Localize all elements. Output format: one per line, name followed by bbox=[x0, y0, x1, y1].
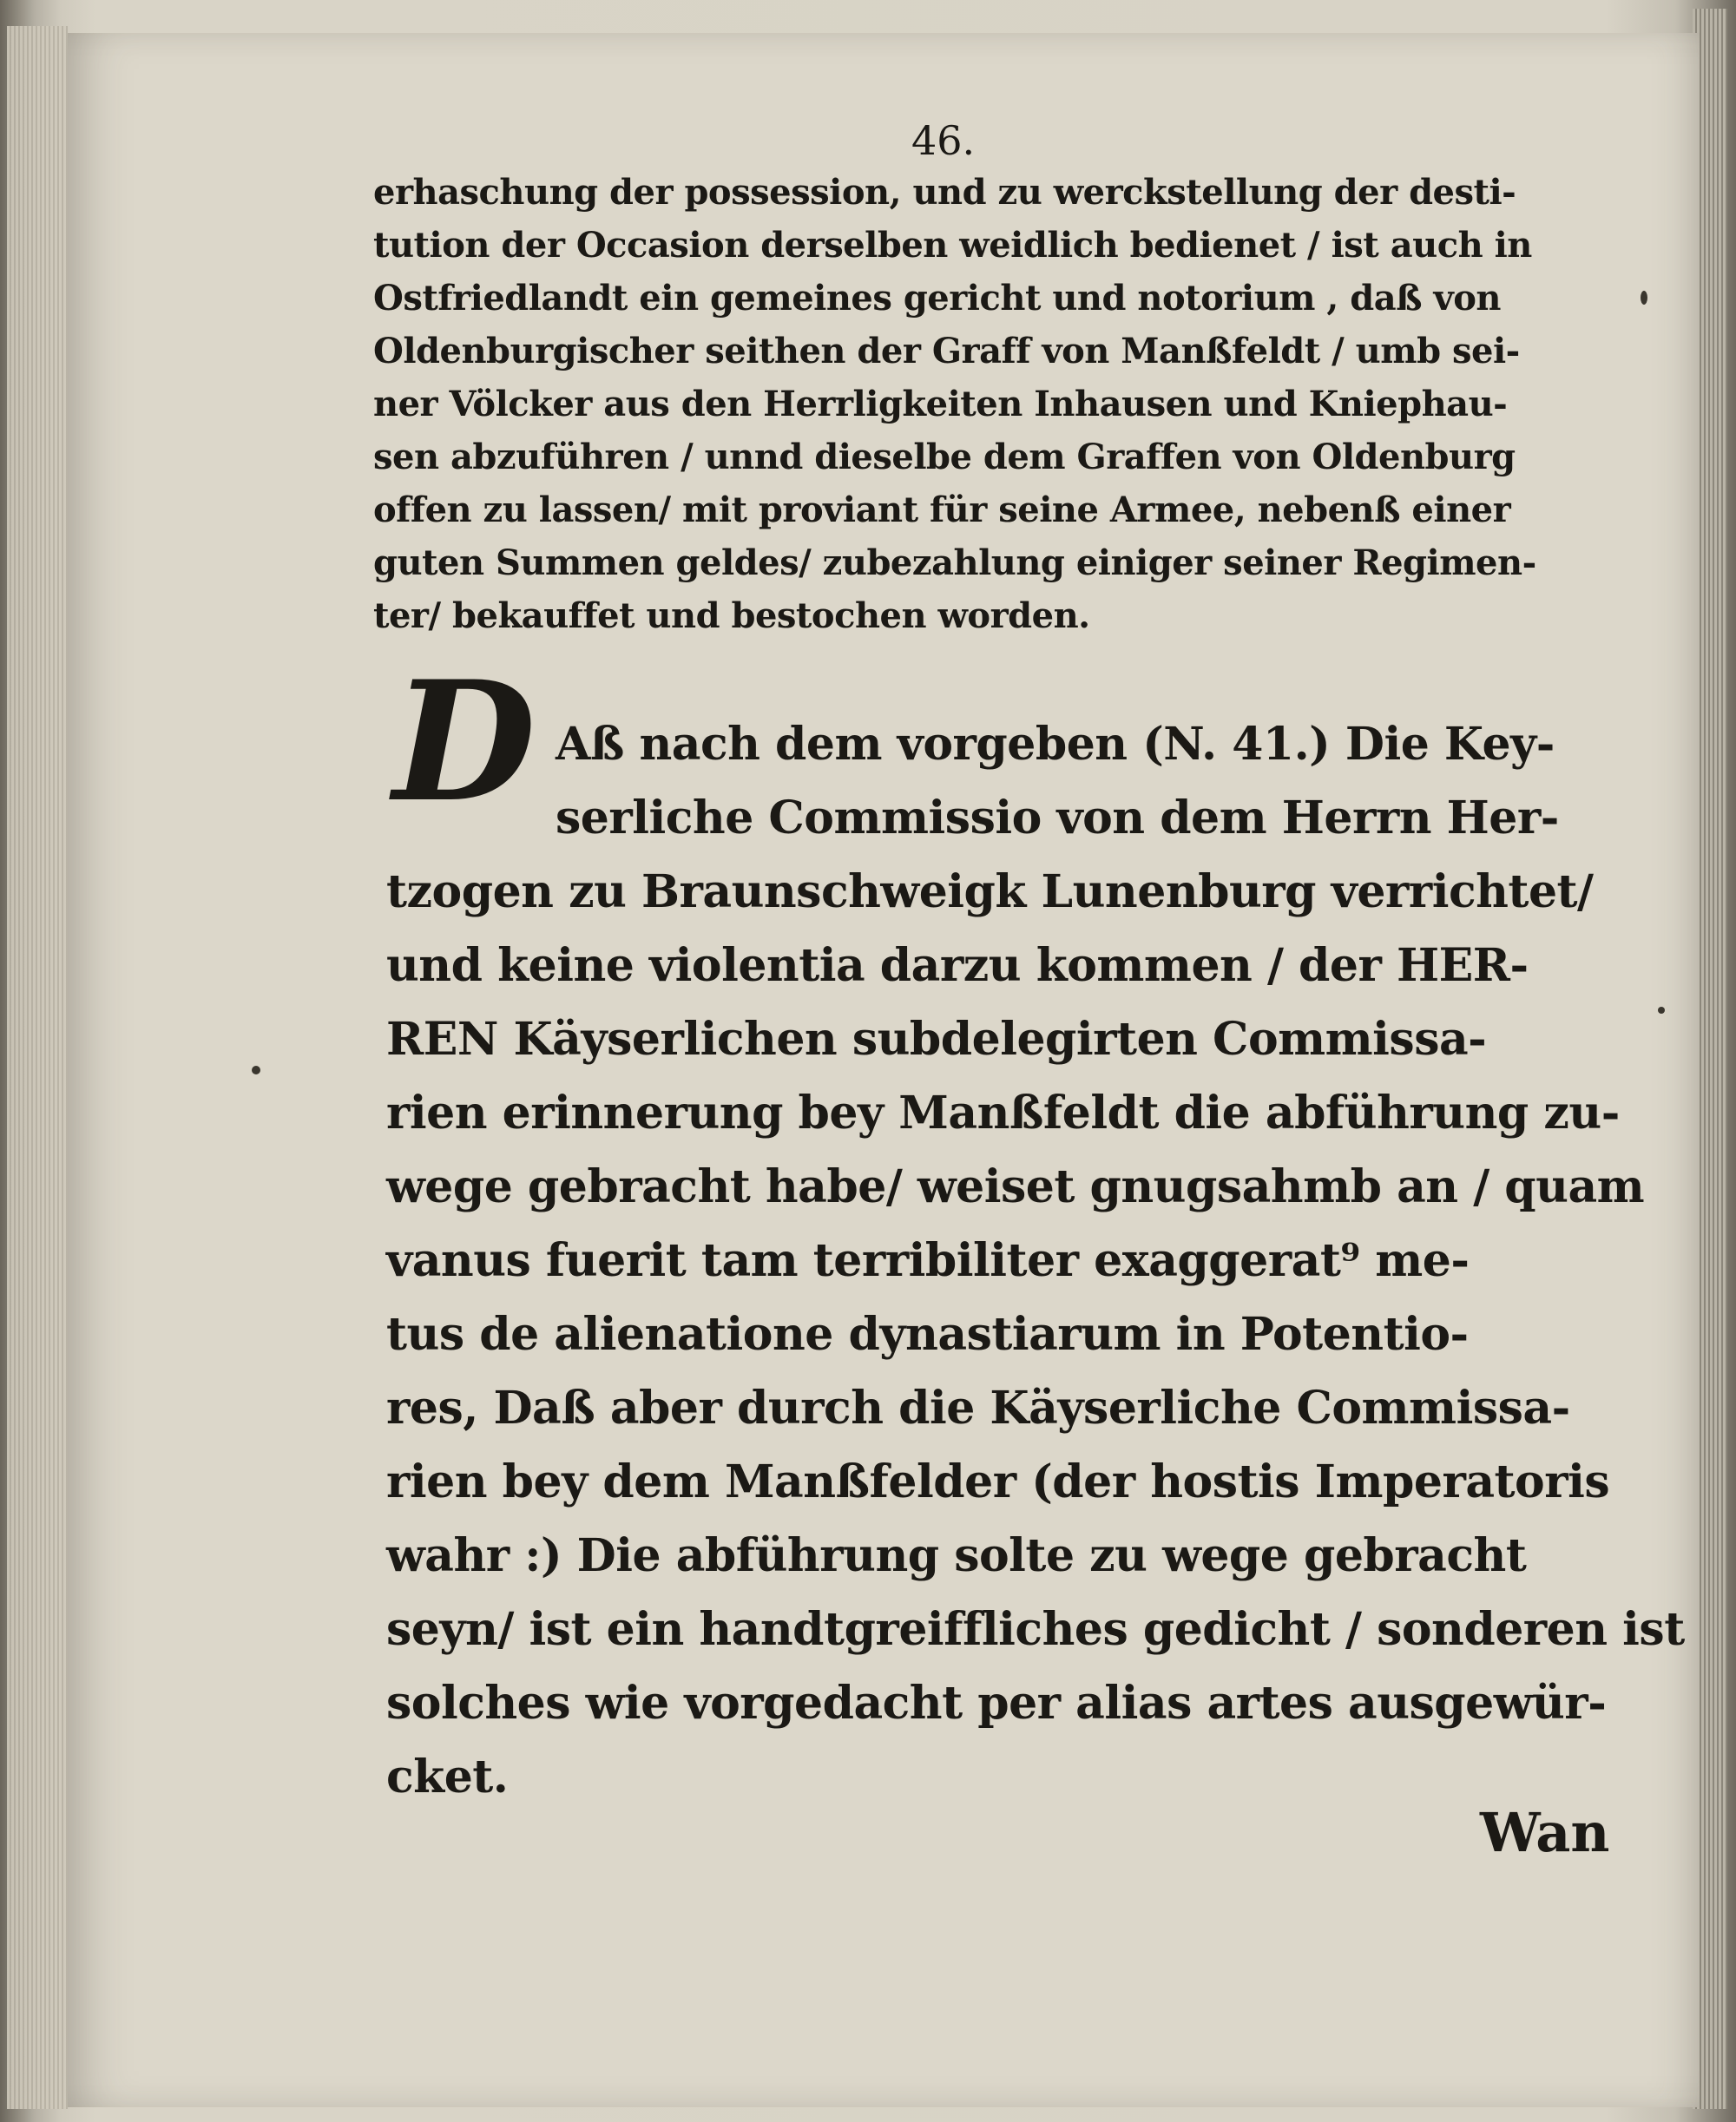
text-line: guten Summen geldes/ zubezahlung einiger seiner Regimen- bbox=[373, 542, 1536, 583]
text-line: REN Käyserlichen subdelegirten Commissa- bbox=[386, 1013, 1487, 1066]
text-line: serliche Commissio von dem Herrn Her- bbox=[556, 792, 1559, 844]
text-line: tzogen zu Braunschweigk Lunenburg verrichtet/ bbox=[386, 865, 1594, 918]
text-line: solches wie vorgedacht per alias artes ausgewür- bbox=[386, 1677, 1607, 1730]
ink-speck bbox=[1641, 291, 1647, 305]
text-line: sen abzuführen / unnd dieselbe dem Graffen von Oldenburg bbox=[373, 437, 1516, 477]
text-line: seyn/ ist ein handtgreiffliches gedicht / sonderen ist bbox=[386, 1603, 1685, 1656]
text-line: tution der Occasion derselben weidlich bedienet / ist auch in bbox=[373, 225, 1532, 266]
decorated-initial: D bbox=[392, 645, 536, 838]
text-line: erhaschung der possession, und zu werckstellung der desti- bbox=[373, 172, 1516, 213]
text-line: tus de alienatione dynastiarum in Potentio- bbox=[386, 1308, 1469, 1361]
text-line: offen zu lassen/ mit proviant für seine Armee, nebenß einer bbox=[373, 489, 1511, 530]
left-page-edges bbox=[7, 26, 68, 2109]
text-line: Oldenburgischer seithen der Graff von Manßfeldt / umb sei- bbox=[373, 331, 1520, 371]
text-line: rien bey dem Manßfelder (der hostis Imperatoris bbox=[386, 1455, 1610, 1508]
text-line: Aß nach dem vorgeben (N. 41.) Die Key- bbox=[556, 718, 1555, 771]
page-number: 46. bbox=[911, 117, 976, 164]
text-line: und keine violentia darzu kommen / der HER- bbox=[386, 939, 1529, 992]
text-line: rien erinnerung bey Manßfeldt die abführung zu- bbox=[386, 1087, 1620, 1140]
text-line: ter/ bekauffet und bestochen worden. bbox=[373, 595, 1090, 636]
text-line: res, Daß aber durch die Käyserliche Commissa- bbox=[386, 1382, 1570, 1435]
ink-speck bbox=[1658, 1007, 1665, 1014]
text-line: cket. bbox=[386, 1751, 509, 1803]
text-line: ner Völcker aus den Herrligkeiten Inhausen und Kniephau- bbox=[373, 384, 1508, 424]
text-line: wege gebracht habe/ weiset gnugsahmb an / quam bbox=[386, 1160, 1645, 1213]
text-line: vanus fuerit tam terribiliter exaggerat⁹ me- bbox=[386, 1234, 1470, 1287]
catchword: Wan bbox=[1480, 1801, 1610, 1864]
ink-speck bbox=[252, 1066, 260, 1074]
text-line: wahr :) Die abführung solte zu wege gebracht bbox=[386, 1529, 1527, 1582]
text-line: Ostfriedlandt ein gemeines gericht und notorium , daß von bbox=[373, 278, 1501, 319]
